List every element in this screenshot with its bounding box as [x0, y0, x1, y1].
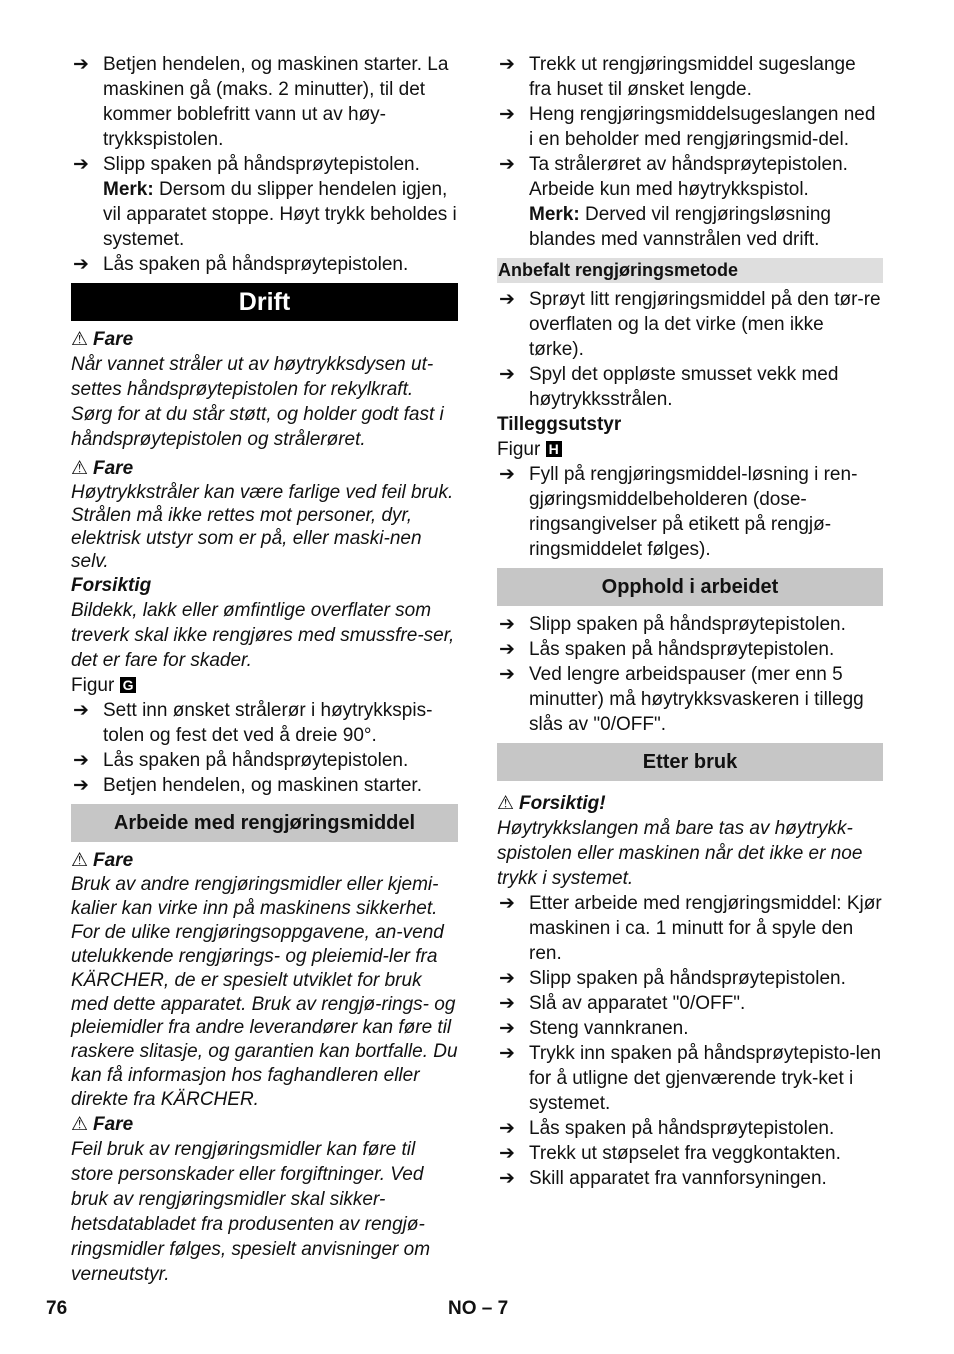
figure-letter-badge: G: [120, 677, 137, 693]
bullet-item: ➔ Trekk ut rengjøringsmiddel sugeslange fra huset til ønsket lengde.: [499, 54, 856, 100]
bullet-item: ➔ Lås spaken på håndsprøytepistolen.: [73, 750, 409, 771]
bullet-item: ➔ Sett inn ønsket strålerør i høytrykkspis-tolen og fest det ved å dreie 90°.: [73, 700, 433, 746]
figure-letter-badge: H: [546, 441, 562, 457]
bullet-item: ➔ Fyll på rengjøringsmiddel-løsning i ren-gjøringsmiddelbeholderen (dose-ringsangivelser på etikett på rengjø-ringsmiddelet følges).: [499, 464, 858, 560]
danger-text: Høytrykkstråler kan være farlige ved feil bruk. Strålen må ikke rettes mot personer, dyr, elektrisk utstyr som er på, eller maski-nen selv.: [71, 482, 454, 572]
figure-reference: Figur G: [71, 673, 458, 698]
bullet-item: ➔ Betjen hendelen, og maskinen starter.: [73, 775, 422, 796]
caution-label: Forsiktig: [71, 575, 152, 596]
section-heading-etter: Etter bruk: [497, 743, 883, 781]
warning-triangle-icon: ⚠: [71, 458, 89, 479]
arrow-icon: ➔: [499, 364, 515, 385]
arrow-icon: ➔: [73, 154, 89, 175]
bullet-item: ➔ Steng vannkranen.: [499, 1018, 689, 1039]
caution-text: Høytrykkslangen må bare tas av høytrykk-spistolen eller maskinen når det ikke er noe trykk i systemet.: [497, 818, 863, 889]
bullet-item: ➔ Slipp spaken på håndsprøytepistolen.: [499, 968, 846, 989]
section-heading-opphold: Opphold i arbeidet: [497, 568, 883, 606]
bullet-item: ➔ Betjen hendelen, og maskinen starter. La maskinen gå (maks. 2 minutter), til det kommer boblefritt vann ut av høy-trykkspistolen.: [73, 54, 449, 150]
danger-text: Feil bruk av rengjøringsmidler kan føre til store personskader eller forgiftninger. Ved bruk av rengjøringsmidler skal sikker-hetsdatabladet fra produsenten av rengjø-ringsmidler følges, spesielt anvisninger om verneutstyr.: [71, 1139, 431, 1286]
subheading-tillegg: Tilleggsutstyr: [497, 414, 622, 435]
arrow-icon: ➔: [73, 54, 89, 75]
subheading-anbefalt: Anbefalt rengjøringsmetode: [497, 258, 883, 283]
arrow-icon: ➔: [499, 614, 515, 635]
bullet-item: ➔ Spyl det oppløste smusset vekk med høytrykksstrålen.: [499, 364, 839, 410]
danger-label: ⚠ Fare: [71, 1114, 134, 1136]
merk-label: Merk:: [103, 179, 154, 200]
warning-triangle-icon: ⚠: [71, 329, 89, 350]
arrow-icon: ➔: [73, 750, 89, 771]
bullet-item: ➔ Etter arbeide med rengjøringsmiddel: Kjør maskinen i ca. 1 minutt for å spyle den ren.: [499, 893, 882, 964]
danger-text: Når vannet stråler ut av høytrykksdysen ut-settes håndsprøytepistolen for rekylkraft. Sørg for at du står støtt, og holder godt fast i håndsprøytepistolen og strålerøret.: [71, 354, 444, 450]
bullet-item: ➔ Lås spaken på håndsprøytepistolen.: [73, 254, 409, 275]
arrow-icon: ➔: [73, 775, 89, 796]
arrow-icon: ➔: [73, 254, 89, 275]
bullet-item: ➔ Trekk ut støpselet fra veggkontakten.: [499, 1143, 841, 1164]
arrow-icon: ➔: [499, 968, 515, 989]
arrow-icon: ➔: [499, 154, 515, 175]
section-heading-drift: Drift: [71, 283, 458, 321]
caution-text: Bildekk, lakk eller ømfintlige overflater som treverk skal ikke rengjøres med smussfre-ser, det er fare for skader.: [71, 600, 455, 671]
arrow-icon: ➔: [499, 289, 515, 310]
arrow-icon: ➔: [499, 54, 515, 75]
merk-text: Derved vil rengjøringsløsning blandes med vannstrålen ved drift.: [529, 204, 832, 250]
merk-text: Dersom du slipper hendelen igjen, vil apparatet stoppe. Høyt trykk beholdes i systemet.: [103, 179, 457, 250]
danger-label: ⚠ Fare: [71, 850, 134, 871]
arrow-icon: ➔: [499, 893, 515, 914]
arrow-icon: ➔: [499, 1018, 515, 1039]
warning-triangle-icon: ⚠: [71, 850, 89, 871]
danger-label: ⚠ Fare: [71, 329, 134, 350]
arrow-icon: ➔: [499, 993, 515, 1014]
bullet-item: ➔ Slipp spaken på håndsprøytepistolen.: [499, 614, 846, 635]
bullet-item: ➔ Lås spaken på håndsprøytepistolen.: [499, 1118, 835, 1139]
arrow-icon: ➔: [73, 700, 89, 721]
arrow-icon: ➔: [499, 664, 515, 685]
right-column: [497, 52, 883, 1191]
bullet-item: ➔ Slipp spaken på håndsprøytepistolen. Merk: Dersom du slipper hendelen igjen, vil apparatet stoppe. Høyt trykk beholdes i systemet.: [73, 154, 457, 250]
warning-triangle-icon: ⚠: [71, 1114, 89, 1136]
bullet-item: ➔ Sprøyt litt rengjøringsmiddel på den tør-re overflaten og la det virke (men ikke tørke).: [499, 289, 881, 360]
page-number: 76: [46, 1298, 68, 1319]
arrow-icon: ➔: [499, 1168, 515, 1189]
arrow-icon: ➔: [499, 104, 515, 125]
left-column: [71, 52, 458, 1287]
arrow-icon: ➔: [499, 464, 515, 485]
merk-label: Merk:: [529, 204, 580, 225]
bullet-item: ➔ Ta strålerøret av håndsprøytepistolen. Arbeide kun med høytrykkspistol. Merk: Derved vil rengjøringsløsning blandes med vannstrålen ved drift.: [499, 154, 848, 250]
bullet-item: ➔ Lås spaken på håndsprøytepistolen.: [499, 639, 835, 660]
bullet-item: ➔ Heng rengjøringsmiddelsugeslangen ned i en beholder med rengjøringsmid-del.: [499, 104, 876, 150]
arrow-icon: ➔: [499, 1118, 515, 1139]
bullet-item: ➔ Ved lengre arbeidspauser (mer enn 5 minutter) må høytrykksvaskeren i tillegg slås av "0/OFF".: [499, 664, 864, 735]
danger-label: ⚠ Fare: [71, 458, 134, 479]
section-heading-arbeide: Arbeide med rengjøringsmiddel: [71, 804, 458, 842]
bullet-item: ➔ Skill apparatet fra vannforsyningen.: [499, 1168, 827, 1189]
danger-text: Bruk av andre rengjøringsmidler eller kjemi-kalier kan virke inn på maskinens sikkerhet. For de ulike rengjøringsoppgavene, an-vend utelukkende rengjørings- og pleiemid-ler fra KÄRCHER, de er spesielt utviklet for bruk med dette apparatet. Bruk av rengjø-rings- og pleiemidler fra andre leverandører kan føre til raskere slitasje, og garantien kan bortfalle. Du kan få informasjon hos faghandleren eller direkte fra KÄRCHER.: [71, 874, 458, 1111]
arrow-icon: ➔: [499, 1143, 515, 1164]
section-page-label: NO – 7: [448, 1298, 509, 1319]
figure-reference: Figur H: [497, 437, 883, 462]
arrow-icon: ➔: [499, 639, 515, 660]
bullet-item: ➔ Trykk inn spaken på håndsprøytepisto-len for å utligne det gjenværende tryk-ket i systemet.: [499, 1043, 882, 1114]
bullet-item: ➔ Slå av apparatet "0/OFF".: [499, 993, 746, 1014]
caution-label: ⚠ Forsiktig!: [497, 793, 606, 814]
arrow-icon: ➔: [499, 1043, 515, 1064]
warning-triangle-icon: ⚠: [497, 793, 515, 814]
